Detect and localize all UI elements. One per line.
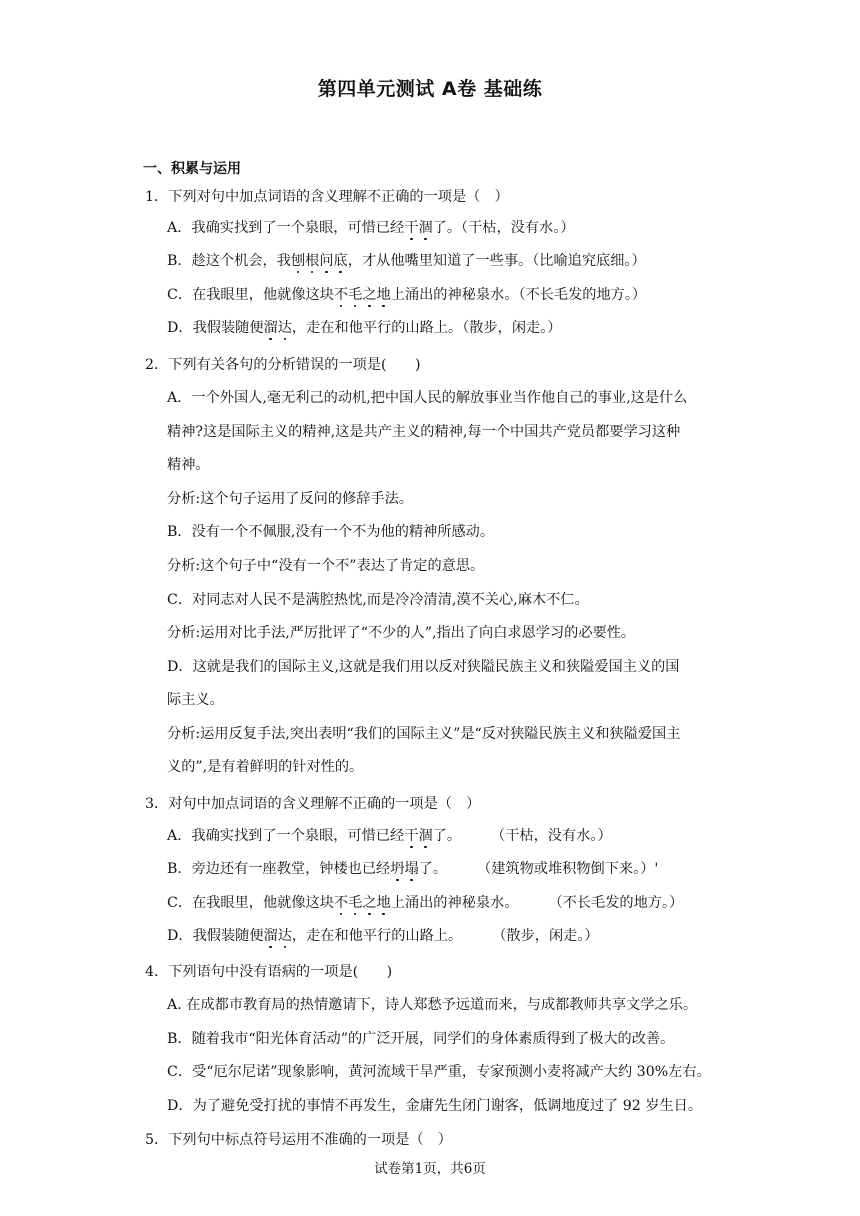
question-3-option-c xyxy=(167,893,683,913)
dotted-char: 底 xyxy=(333,253,348,269)
dotted-char: 不 xyxy=(333,895,349,911)
dotted-char: 涸 xyxy=(418,828,433,844)
dotted-char: 不 xyxy=(333,287,349,303)
dotted-char: 达 xyxy=(277,320,292,336)
question-1-option-a xyxy=(167,218,575,238)
dotted-char: 地 xyxy=(376,287,391,303)
option-note: （干枯，没有水。） xyxy=(491,828,612,844)
question-4-option-b: B．随着我市“阳光体育活动”的广泛开展，同学们的身体素质得到了极大的改善。 xyxy=(167,1031,675,1047)
dotted-char: 干 xyxy=(404,828,419,844)
option-text: 上涌出的神秘泉水。 xyxy=(390,895,519,911)
option-text: 了。 xyxy=(418,861,448,877)
question-4-option-d: D．为了避免受打扰的事情不再发生，金庸先生闭门谢客，低调地度过了 92 岁生日。 xyxy=(167,1098,703,1114)
option-text: B．趁这个机会，我 xyxy=(167,253,291,269)
question-2-option-d-line-2: 际主义。 xyxy=(167,692,224,708)
question-1-stem: 1．下列对句中加点词语的含义理解不正确的一项是（ ） xyxy=(145,189,509,205)
dotted-char: 刨 xyxy=(290,253,306,269)
page-title: 第四单元测试 A卷 基础练 xyxy=(317,78,543,100)
question-4-option-c: C．受“厄尔尼诺”现象影响，黄河流域干旱严重，专家预测小麦将减产大约 30%左右。 xyxy=(167,1064,711,1080)
dotted-char: 根 xyxy=(305,253,320,269)
dotted-char: 毛 xyxy=(348,895,363,911)
option-note: （散步，闲走。） xyxy=(492,928,599,944)
dotted-char: 塌 xyxy=(404,861,419,877)
question-4-option-a: A. 在成都市教育局的热情邀请下，诗人郑愁予远道而来，与成都教师共享文学之乐。 xyxy=(167,997,698,1013)
question-2-analysis-b: 分析:这个句子中“没有一个不”表达了肯定的意思。 xyxy=(167,558,485,574)
dotted-char: 问 xyxy=(319,253,334,269)
question-2-analysis-a: 分析:这个句子运用了反问的修辞手法。 xyxy=(167,491,413,507)
option-text: ，才从他嘴里知道了一些事。（比喻追究底细。） xyxy=(347,253,646,269)
dotted-char: 地 xyxy=(376,895,391,911)
question-3-option-a xyxy=(167,826,612,846)
option-note: （不长毛发的地方。） xyxy=(548,895,684,911)
question-4-stem: 4．下列语句中没有语病的一项是( ) xyxy=(145,964,393,980)
question-2-option-a-line-1: A．一个外国人,毫无利己的动机,把中国人民的解放事业当作他自己的事业,这是什么 xyxy=(167,390,688,406)
question-2-option-b: B．没有一个不佩服,没有一个不为他的精神所感动。 xyxy=(167,524,495,540)
question-2-analysis-d-line-2: 义的”,是有着鲜明的针对性的。 xyxy=(167,759,364,775)
question-2-option-c: C．对同志对人民不是满腔热忱,而是冷冷清清,漠不关心,麻木不仁。 xyxy=(167,592,589,608)
option-text: 了。 xyxy=(432,828,462,844)
question-3-stem: 3．对句中加点词语的含义理解不正确的一项是（ ） xyxy=(145,796,481,812)
option-text: ，走在和他平行的山路上。 xyxy=(291,928,463,944)
dotted-char: 之 xyxy=(362,287,377,303)
option-text: A．我确实找到了一个泉眼，可惜已经 xyxy=(167,828,405,844)
question-1-option-b xyxy=(167,251,646,271)
page-footer: 试卷第1页，共6页 xyxy=(374,1161,486,1177)
option-text: D．我假装随便 xyxy=(167,320,264,336)
dotted-char: 涸 xyxy=(418,220,433,236)
question-5-stem: 5．下列句中标点符号运用不准确的一项是（ ） xyxy=(145,1132,452,1148)
option-text: 了。（干枯，没有水。） xyxy=(432,220,575,236)
option-text: 上涌出的神秘泉水。（不长毛发的地方。） xyxy=(390,287,647,303)
dotted-char: 毛 xyxy=(348,287,363,303)
option-text: D．我假装随便 xyxy=(167,928,264,944)
question-2-stem: 2．下列有关各句的分析错误的一项是( ) xyxy=(145,357,421,373)
question-2-option-d-line-1: D．这就是我们的国际主义,这就是我们用以反对狭隘民族主义和狭隘爱国主义的国 xyxy=(167,659,680,675)
option-text: B．旁边还有一座教堂，钟楼也已经 xyxy=(167,861,391,877)
question-2-option-a-line-3: 精神。 xyxy=(167,457,210,473)
option-text: A．我确实找到了一个泉眼，可惜已经 xyxy=(167,220,405,236)
dotted-char: 溜 xyxy=(263,320,278,336)
question-1-option-c xyxy=(167,285,646,305)
question-2-option-a-line-2: 精神?这是国际主义的精神,这是共产主义的精神,每一个中国共产党员都要学习这种 xyxy=(167,424,681,440)
question-2-analysis-d-line-1: 分析:运用反复手法,突出表明“我们的国际主义”是“反对狭隘民族主义和狭隘爱国主 xyxy=(167,726,681,742)
option-text: C．在我眼里，他就像这块 xyxy=(167,895,334,911)
dotted-char: 溜 xyxy=(263,928,278,944)
option-text: ，走在和他平行的山路上。（散步，闲走。） xyxy=(291,320,562,336)
question-3-option-d xyxy=(167,926,599,946)
question-2-analysis-c: 分析:运用对比手法,严厉批评了“不少的人”,指出了向白求恩学习的必要性。 xyxy=(167,625,636,641)
option-note: （建筑物或堆积物倒下来。）' xyxy=(477,861,659,877)
option-text: C．在我眼里，他就像这块 xyxy=(167,287,334,303)
dotted-char: 坍 xyxy=(390,861,405,877)
dotted-char: 之 xyxy=(362,895,377,911)
section-heading: 一、积累与运用 xyxy=(143,161,241,177)
dotted-char: 达 xyxy=(277,928,292,944)
question-1-option-d xyxy=(167,318,561,338)
dotted-char: 干 xyxy=(404,220,419,236)
question-3-option-b xyxy=(167,859,658,879)
